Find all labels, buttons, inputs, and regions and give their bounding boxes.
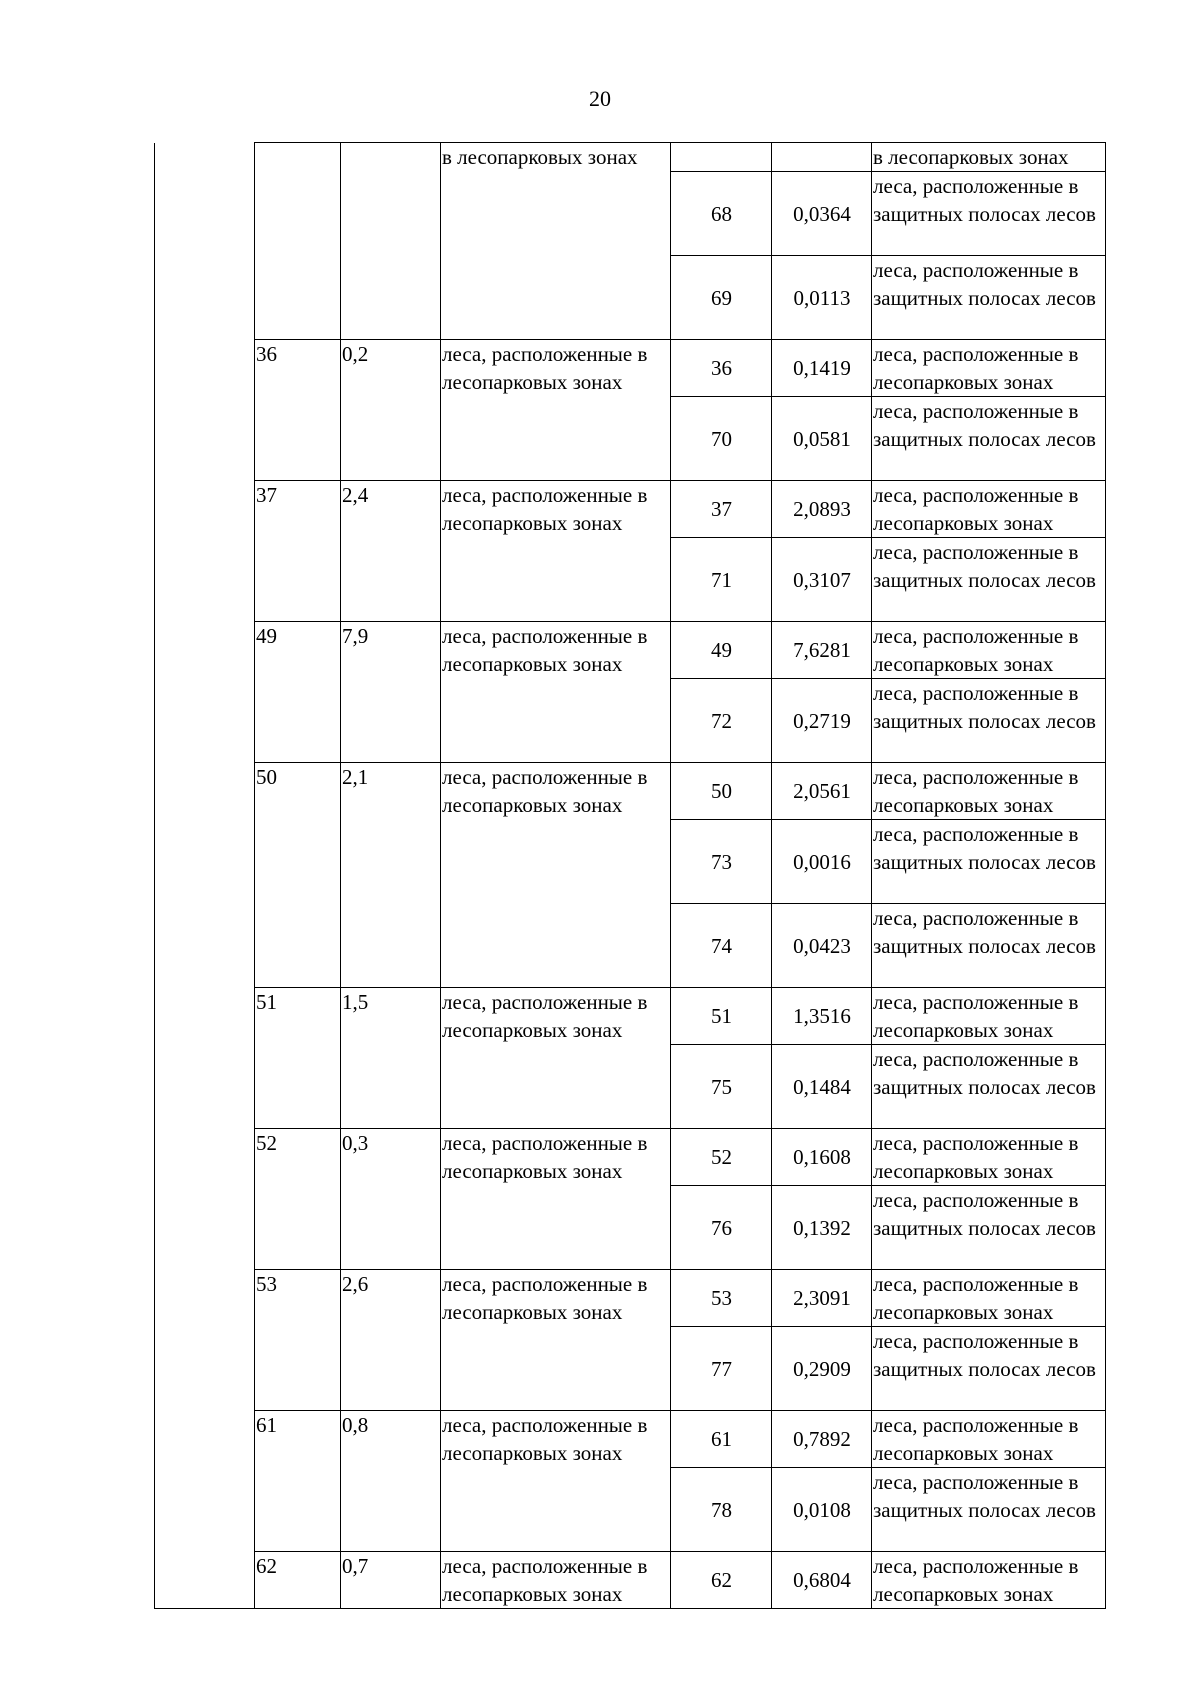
sub-parcel-number-cell: 36	[671, 340, 772, 397]
parcel-area-cell	[341, 143, 441, 340]
sub-parcel-number-cell: 61	[671, 1411, 772, 1468]
parcel-number-cell: 51	[255, 988, 341, 1129]
sub-parcel-number-cell: 77	[671, 1327, 772, 1411]
sub-parcel-area-cell: 2,3091	[772, 1270, 872, 1327]
sub-parcel-area-cell: 0,0108	[772, 1468, 872, 1552]
table-row	[155, 622, 1106, 679]
table-row	[155, 481, 1106, 538]
sub-parcel-area-cell: 0,6804	[772, 1552, 872, 1609]
parcel-number-cell: 53	[255, 1270, 341, 1411]
parcel-area-cell: 0,2	[341, 340, 441, 481]
sub-parcel-category-cell: леса, расположенные в лесопарковых зонах	[872, 1270, 1106, 1327]
sub-parcel-area-cell: 0,0113	[772, 256, 872, 340]
sub-parcel-category-cell: леса, расположенные в защитных полосах лесов	[872, 172, 1106, 256]
parcel-category-cell: леса, расположенные в лесопарковых зонах	[441, 622, 671, 763]
parcel-category-cell: леса, расположенные в лесопарковых зонах	[441, 481, 671, 622]
sub-parcel-category-cell: леса, расположенные в защитных полосах лесов	[872, 1468, 1106, 1552]
sub-parcel-number-cell: 76	[671, 1186, 772, 1270]
sub-parcel-area-cell: 0,1392	[772, 1186, 872, 1270]
sub-parcel-area-cell: 1,3516	[772, 988, 872, 1045]
sub-parcel-number-cell: 71	[671, 538, 772, 622]
parcel-category-cell: в лесопарковых зонах	[441, 143, 671, 340]
sub-parcel-area-cell: 0,2719	[772, 679, 872, 763]
parcel-number-cell: 37	[255, 481, 341, 622]
table-row	[155, 1411, 1106, 1468]
sub-parcel-number-cell: 72	[671, 679, 772, 763]
sub-parcel-category-cell: леса, расположенные в лесопарковых зонах	[872, 988, 1106, 1045]
parcel-number-cell: 52	[255, 1129, 341, 1270]
table-row	[155, 1129, 1106, 1186]
sub-parcel-category-cell: леса, расположенные в защитных полосах лесов	[872, 679, 1106, 763]
parcel-number-cell: 61	[255, 1411, 341, 1552]
sub-parcel-area-cell: 7,6281	[772, 622, 872, 679]
sub-parcel-number-cell: 37	[671, 481, 772, 538]
sub-parcel-area-cell: 0,0581	[772, 397, 872, 481]
sub-parcel-category-cell: леса, расположенные в защитных полосах лесов	[872, 397, 1106, 481]
empty-left-column	[155, 143, 255, 1609]
parcel-category-cell: леса, расположенные в лесопарковых зонах	[441, 1411, 671, 1552]
forest-table	[154, 142, 1106, 1609]
sub-parcel-area-cell: 0,0016	[772, 820, 872, 904]
sub-parcel-number-cell: 78	[671, 1468, 772, 1552]
sub-parcel-area-cell: 0,3107	[772, 538, 872, 622]
sub-parcel-area-cell: 2,0893	[772, 481, 872, 538]
sub-parcel-area-cell: 0,0423	[772, 904, 872, 988]
sub-parcel-area-cell: 0,1419	[772, 340, 872, 397]
sub-parcel-number-cell: 49	[671, 622, 772, 679]
sub-parcel-number-cell: 53	[671, 1270, 772, 1327]
sub-parcel-category-cell: леса, расположенные в защитных полосах лесов	[872, 1186, 1106, 1270]
parcel-category-cell: леса, расположенные в лесопарковых зонах	[441, 1129, 671, 1270]
table-row	[155, 1552, 1106, 1609]
parcel-area-cell: 2,1	[341, 763, 441, 988]
parcel-category-cell: леса, расположенные в лесопарковых зонах	[441, 340, 671, 481]
sub-parcel-area-cell: 0,7892	[772, 1411, 872, 1468]
sub-parcel-number-cell: 51	[671, 988, 772, 1045]
sub-parcel-number-cell: 68	[671, 172, 772, 256]
sub-parcel-category-cell: леса, расположенные в лесопарковых зонах	[872, 763, 1106, 820]
parcel-number-cell	[255, 143, 341, 340]
sub-parcel-area-cell: 0,1484	[772, 1045, 872, 1129]
parcel-category-cell: леса, расположенные в лесопарковых зонах	[441, 763, 671, 988]
sub-parcel-category-cell: леса, расположенные в защитных полосах лесов	[872, 1327, 1106, 1411]
sub-parcel-number-cell: 70	[671, 397, 772, 481]
sub-parcel-category-cell: леса, расположенные в лесопарковых зонах	[872, 340, 1106, 397]
parcel-area-cell: 2,4	[341, 481, 441, 622]
sub-parcel-area-cell: 0,1608	[772, 1129, 872, 1186]
parcel-area-cell: 0,3	[341, 1129, 441, 1270]
parcel-number-cell: 62	[255, 1552, 341, 1609]
parcel-area-cell: 1,5	[341, 988, 441, 1129]
sub-parcel-category-cell: леса, расположенные в защитных полосах лесов	[872, 538, 1106, 622]
sub-parcel-area-cell	[772, 143, 872, 172]
sub-parcel-number-cell: 73	[671, 820, 772, 904]
parcel-category-cell: леса, расположенные в лесопарковых зонах	[441, 988, 671, 1129]
sub-parcel-number-cell: 69	[671, 256, 772, 340]
sub-parcel-category-cell: леса, расположенные в лесопарковых зонах	[872, 1552, 1106, 1609]
parcel-area-cell: 2,6	[341, 1270, 441, 1411]
parcel-area-cell: 0,8	[341, 1411, 441, 1552]
table-row	[155, 1270, 1106, 1327]
sub-parcel-area-cell: 0,2909	[772, 1327, 872, 1411]
sub-parcel-number-cell: 75	[671, 1045, 772, 1129]
sub-parcel-category-cell: леса, расположенные в лесопарковых зонах	[872, 481, 1106, 538]
parcel-category-cell: леса, расположенные в лесопарковых зонах	[441, 1270, 671, 1411]
sub-parcel-area-cell: 0,0364	[772, 172, 872, 256]
parcel-category-cell: леса, расположенные в лесопарковых зонах	[441, 1552, 671, 1609]
sub-parcel-category-cell: леса, расположенные в лесопарковых зонах	[872, 1411, 1106, 1468]
sub-parcel-number-cell: 62	[671, 1552, 772, 1609]
table-row	[155, 143, 1106, 172]
sub-parcel-number-cell: 52	[671, 1129, 772, 1186]
sub-parcel-category-cell: в лесопарковых зонах	[872, 143, 1106, 172]
sub-parcel-category-cell: леса, расположенные в лесопарковых зонах	[872, 622, 1106, 679]
parcel-number-cell: 50	[255, 763, 341, 988]
sub-parcel-category-cell: леса, расположенные в лесопарковых зонах	[872, 1129, 1106, 1186]
parcel-number-cell: 36	[255, 340, 341, 481]
table-row	[155, 340, 1106, 397]
page-number: 20	[589, 86, 611, 111]
sub-parcel-category-cell: леса, расположенные в защитных полосах лесов	[872, 820, 1106, 904]
sub-parcel-number-cell	[671, 143, 772, 172]
sub-parcel-category-cell: леса, расположенные в защитных полосах лесов	[872, 256, 1106, 340]
table-row	[155, 988, 1106, 1045]
parcel-number-cell: 49	[255, 622, 341, 763]
sub-parcel-number-cell: 50	[671, 763, 772, 820]
table-row	[155, 763, 1106, 820]
sub-parcel-area-cell: 2,0561	[772, 763, 872, 820]
parcel-area-cell: 0,7	[341, 1552, 441, 1609]
sub-parcel-category-cell: леса, расположенные в защитных полосах лесов	[872, 904, 1106, 988]
parcel-area-cell: 7,9	[341, 622, 441, 763]
sub-parcel-number-cell: 74	[671, 904, 772, 988]
sub-parcel-category-cell: леса, расположенные в защитных полосах лесов	[872, 1045, 1106, 1129]
